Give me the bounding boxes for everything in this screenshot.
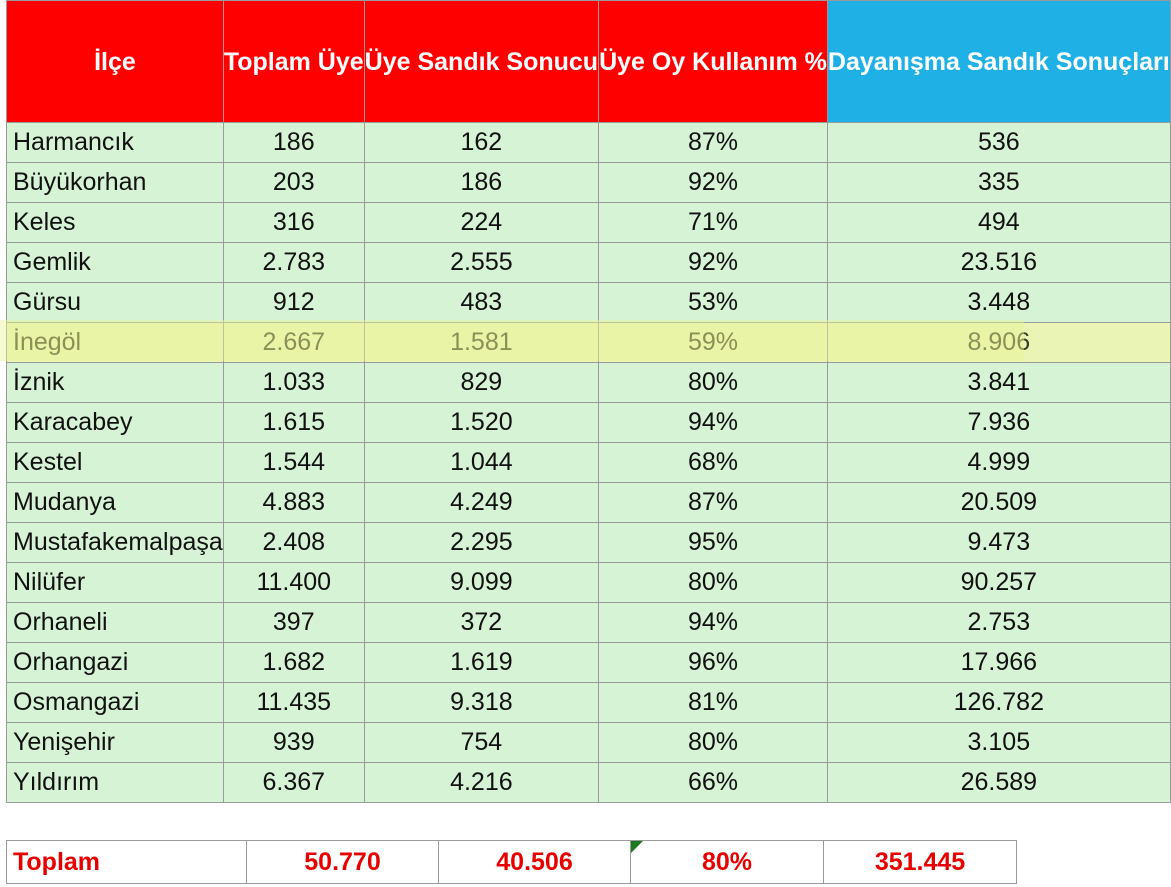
cell-uye-oy-kullanim[interactable]: 80% <box>599 563 828 603</box>
total-row <box>7 841 1017 884</box>
cell-uye-sandik-sonucu[interactable]: 1.619 <box>364 643 598 683</box>
cell-ilce[interactable]: Mudanya <box>7 483 224 523</box>
total-label[interactable]: Toplam <box>7 841 247 884</box>
cell-ilce[interactable]: Yıldırım <box>7 763 224 803</box>
results-table <box>6 0 1171 803</box>
cell-uye-oy-kullanim[interactable]: 66% <box>599 763 828 803</box>
cell-uye-oy-kullanim[interactable]: 87% <box>599 123 828 163</box>
cell-toplam-uye[interactable]: 939 <box>223 723 364 763</box>
table-row <box>7 683 1171 723</box>
table-row <box>7 603 1171 643</box>
cell-uye-oy-kullanim[interactable]: 96% <box>599 643 828 683</box>
cell-uye-sandik-sonucu[interactable]: 2.555 <box>364 243 598 283</box>
cell-toplam-uye[interactable]: 4.883 <box>223 483 364 523</box>
cell-dayanisma[interactable]: 7.936 <box>827 403 1170 443</box>
table-row <box>7 283 1171 323</box>
cell-ilce[interactable]: İnegöl <box>7 323 224 363</box>
cell-ilce[interactable]: Yenişehir <box>7 723 224 763</box>
cell-uye-oy-kullanim[interactable]: 94% <box>599 403 828 443</box>
cell-uye-sandik-sonucu[interactable]: 186 <box>364 163 598 203</box>
table-row <box>7 483 1171 523</box>
header-row <box>7 1 1171 123</box>
cell-ilce[interactable]: Gürsu <box>7 283 224 323</box>
table-row <box>7 723 1171 763</box>
header-uye-oy-kullanim[interactable]: Üye Oy Kullanım % <box>599 1 828 123</box>
cell-dayanisma[interactable]: 3.841 <box>827 363 1170 403</box>
total-toplam-uye[interactable]: 50.770 <box>247 841 439 884</box>
cell-toplam-uye[interactable]: 203 <box>223 163 364 203</box>
table-row <box>7 363 1171 403</box>
cell-uye-sandik-sonucu[interactable]: 9.318 <box>364 683 598 723</box>
cell-dayanisma[interactable]: 26.589 <box>827 763 1170 803</box>
cell-toplam-uye[interactable]: 6.367 <box>223 763 364 803</box>
cell-dayanisma[interactable]: 3.105 <box>827 723 1170 763</box>
cell-ilce[interactable]: Harmancık <box>7 123 224 163</box>
cell-ilce[interactable]: Keles <box>7 203 224 243</box>
cell-uye-oy-kullanim[interactable]: 92% <box>599 163 828 203</box>
table-row <box>7 563 1171 603</box>
cell-dayanisma[interactable]: 20.509 <box>827 483 1170 523</box>
cell-uye-oy-kullanim[interactable]: 80% <box>599 723 828 763</box>
cell-toplam-uye[interactable]: 1.544 <box>223 443 364 483</box>
total-table <box>6 840 1017 884</box>
cell-uye-oy-kullanim[interactable]: 59% <box>599 323 828 363</box>
cell-toplam-uye[interactable]: 11.400 <box>223 563 364 603</box>
cell-ilce[interactable]: İznik <box>7 363 224 403</box>
cell-dayanisma[interactable]: 536 <box>827 123 1170 163</box>
cell-uye-oy-kullanim[interactable]: 94% <box>599 603 828 643</box>
cell-toplam-uye[interactable]: 2.408 <box>223 523 364 563</box>
cell-uye-oy-kullanim[interactable]: 95% <box>599 523 828 563</box>
cell-ilce[interactable]: Orhangazi <box>7 643 224 683</box>
header-toplam-uye[interactable]: Toplam Üye <box>223 1 364 123</box>
cell-dayanisma[interactable]: 2.753 <box>827 603 1170 643</box>
cell-dayanisma[interactable]: 494 <box>827 203 1170 243</box>
total-uye-oy-kullanim[interactable] <box>631 841 824 884</box>
total-uye-oy-kullanim-value: 80% <box>701 847 753 876</box>
table-row <box>7 523 1171 563</box>
cell-uye-sandik-sonucu[interactable]: 754 <box>364 723 598 763</box>
table-row <box>7 163 1171 203</box>
cell-ilce[interactable]: Kestel <box>7 443 224 483</box>
cell-uye-oy-kullanim[interactable]: 53% <box>599 283 828 323</box>
cell-ilce[interactable]: Gemlik <box>7 243 224 283</box>
cell-uye-sandik-sonucu[interactable]: 2.295 <box>364 523 598 563</box>
header-dayanisma-sandik-sonuclari[interactable]: Dayanışma Sandık Sonuçları <box>827 1 1170 123</box>
cell-ilce[interactable]: Osmangazi <box>7 683 224 723</box>
cell-uye-sandik-sonucu[interactable]: 4.249 <box>364 483 598 523</box>
table-row <box>7 763 1171 803</box>
cell-uye-oy-kullanim[interactable]: 87% <box>599 483 828 523</box>
header-uye-sandik-sonucu[interactable]: Üye Sandık Sonucu <box>364 1 598 123</box>
cell-uye-oy-kullanim[interactable]: 71% <box>599 203 828 243</box>
cell-toplam-uye[interactable]: 397 <box>223 603 364 643</box>
cell-uye-sandik-sonucu[interactable]: 224 <box>364 203 598 243</box>
cell-uye-sandik-sonucu[interactable]: 1.520 <box>364 403 598 443</box>
cell-uye-sandik-sonucu[interactable]: 1.044 <box>364 443 598 483</box>
header-ilce[interactable]: İlçe <box>7 1 224 123</box>
cell-dayanisma[interactable]: 335 <box>827 163 1170 203</box>
cell-dayanisma[interactable]: 23.516 <box>827 243 1170 283</box>
table-row <box>7 403 1171 443</box>
cell-uye-sandik-sonucu[interactable]: 483 <box>364 283 598 323</box>
cell-uye-sandik-sonucu[interactable]: 372 <box>364 603 598 643</box>
cell-uye-sandik-sonucu[interactable]: 162 <box>364 123 598 163</box>
table-row <box>7 203 1171 243</box>
cell-dayanisma[interactable]: 17.966 <box>827 643 1170 683</box>
table-body <box>7 123 1171 803</box>
table-row <box>7 643 1171 683</box>
total-uye-sandik-sonucu[interactable]: 40.506 <box>439 841 631 884</box>
cell-dayanisma[interactable]: 90.257 <box>827 563 1170 603</box>
cell-uye-oy-kullanim[interactable]: 68% <box>599 443 828 483</box>
cell-ilce[interactable]: Orhaneli <box>7 603 224 643</box>
cell-uye-sandik-sonucu[interactable]: 829 <box>364 363 598 403</box>
cell-dayanisma[interactable]: 3.448 <box>827 283 1170 323</box>
cell-dayanisma[interactable]: 9.473 <box>827 523 1170 563</box>
cell-uye-sandik-sonucu[interactable]: 9.099 <box>364 563 598 603</box>
cell-uye-oy-kullanim[interactable]: 92% <box>599 243 828 283</box>
cell-toplam-uye[interactable]: 912 <box>223 283 364 323</box>
cell-toplam-uye[interactable]: 186 <box>223 123 364 163</box>
cell-ilce[interactable]: Nilüfer <box>7 563 224 603</box>
cell-toplam-uye[interactable]: 1.615 <box>223 403 364 443</box>
cell-uye-sandik-sonucu[interactable]: 1.581 <box>364 323 598 363</box>
cell-toplam-uye[interactable]: 2.667 <box>223 323 364 363</box>
cell-uye-sandik-sonucu[interactable]: 4.216 <box>364 763 598 803</box>
cell-uye-oy-kullanim[interactable]: 80% <box>599 363 828 403</box>
cell-ilce[interactable]: Büyükorhan <box>7 163 224 203</box>
table-row <box>7 443 1171 483</box>
cell-dayanisma[interactable]: 4.999 <box>827 443 1170 483</box>
cell-uye-oy-kullanim[interactable]: 81% <box>599 683 828 723</box>
table-row <box>7 323 1171 363</box>
table-row <box>7 123 1171 163</box>
cell-dayanisma[interactable]: 126.782 <box>827 683 1170 723</box>
cell-toplam-uye[interactable]: 1.682 <box>223 643 364 683</box>
cell-toplam-uye[interactable]: 316 <box>223 203 364 243</box>
cell-ilce[interactable]: Mustafakemalpaşa <box>7 523 224 563</box>
cell-ilce[interactable]: Karacabey <box>7 403 224 443</box>
cell-comment-indicator-icon <box>631 841 643 853</box>
cell-dayanisma[interactable]: 8.906 <box>827 323 1170 363</box>
cell-toplam-uye[interactable]: 11.435 <box>223 683 364 723</box>
cell-toplam-uye[interactable]: 1.033 <box>223 363 364 403</box>
total-dayanisma[interactable]: 351.445 <box>824 841 1017 884</box>
table-row <box>7 243 1171 283</box>
cell-toplam-uye[interactable]: 2.783 <box>223 243 364 283</box>
